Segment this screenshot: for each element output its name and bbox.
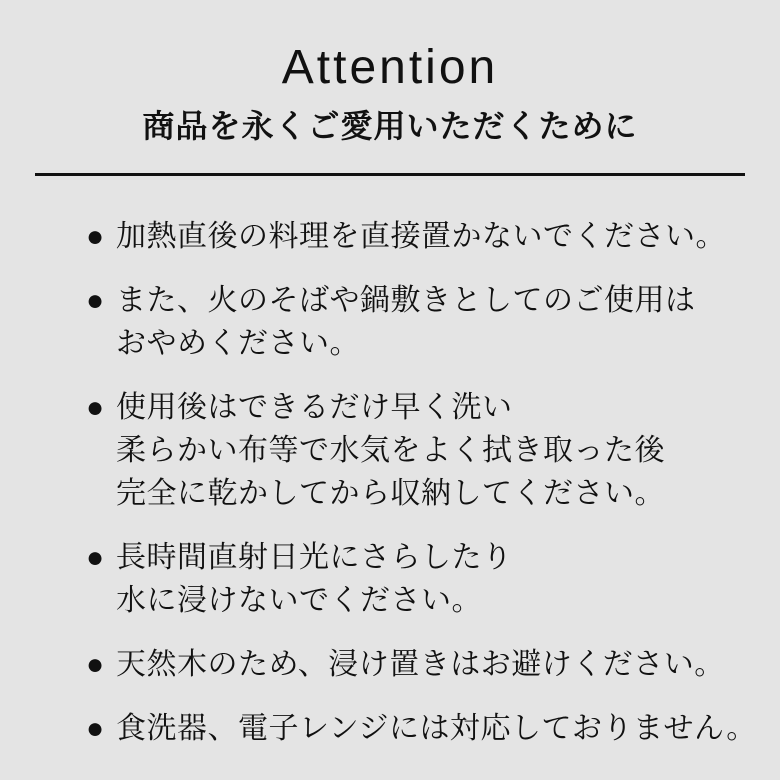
caution-text-line: 食洗器、電子レンジには対応しておりません。 <box>116 712 757 746</box>
caution-text-line: 加熱直後の料理を直接置かないでください。 <box>116 220 726 254</box>
caution-text-line: 使用後はできるだけ早く洗い <box>116 391 513 425</box>
caution-text <box>116 643 742 686</box>
bullet-icon: ● <box>86 391 105 425</box>
divider-rule <box>35 173 745 176</box>
caution-text <box>116 707 757 750</box>
caution-item <box>86 707 757 750</box>
caution-list <box>0 215 780 750</box>
caution-item <box>86 643 742 686</box>
caution-item <box>86 279 742 365</box>
bullet-icon: ● <box>86 648 105 682</box>
notice-header <box>0 0 780 144</box>
bullet-icon: ● <box>86 220 105 254</box>
caution-text-line: 天然木のため、浸け置きはお避けください。 <box>116 648 725 682</box>
caution-item <box>86 215 742 258</box>
page-title: Attention <box>281 41 499 94</box>
caution-text-line: 柔らかい布等で水気をよく拭き取った後 <box>116 434 665 468</box>
page-subtitle: 商品を永くご愛用いただくために <box>142 108 638 144</box>
bullet-icon: ● <box>86 712 105 746</box>
caution-text-line: また、火のそばや鍋敷きとしてのご使用は <box>116 284 696 318</box>
caution-item <box>86 386 742 515</box>
bullet-icon: ● <box>86 541 105 575</box>
caution-item <box>86 536 742 622</box>
caution-text <box>116 386 742 515</box>
caution-text-line: 水に浸けないでください。 <box>116 584 482 618</box>
caution-text-line: おやめください。 <box>116 327 360 361</box>
caution-text <box>116 536 742 622</box>
caution-text <box>116 215 742 258</box>
caution-text-line: 完全に乾かしてから収納してください。 <box>116 477 665 511</box>
bullet-icon: ● <box>86 284 105 318</box>
caution-text-line: 長時間直射日光にさらしたり <box>116 541 513 575</box>
caution-text <box>116 279 742 365</box>
